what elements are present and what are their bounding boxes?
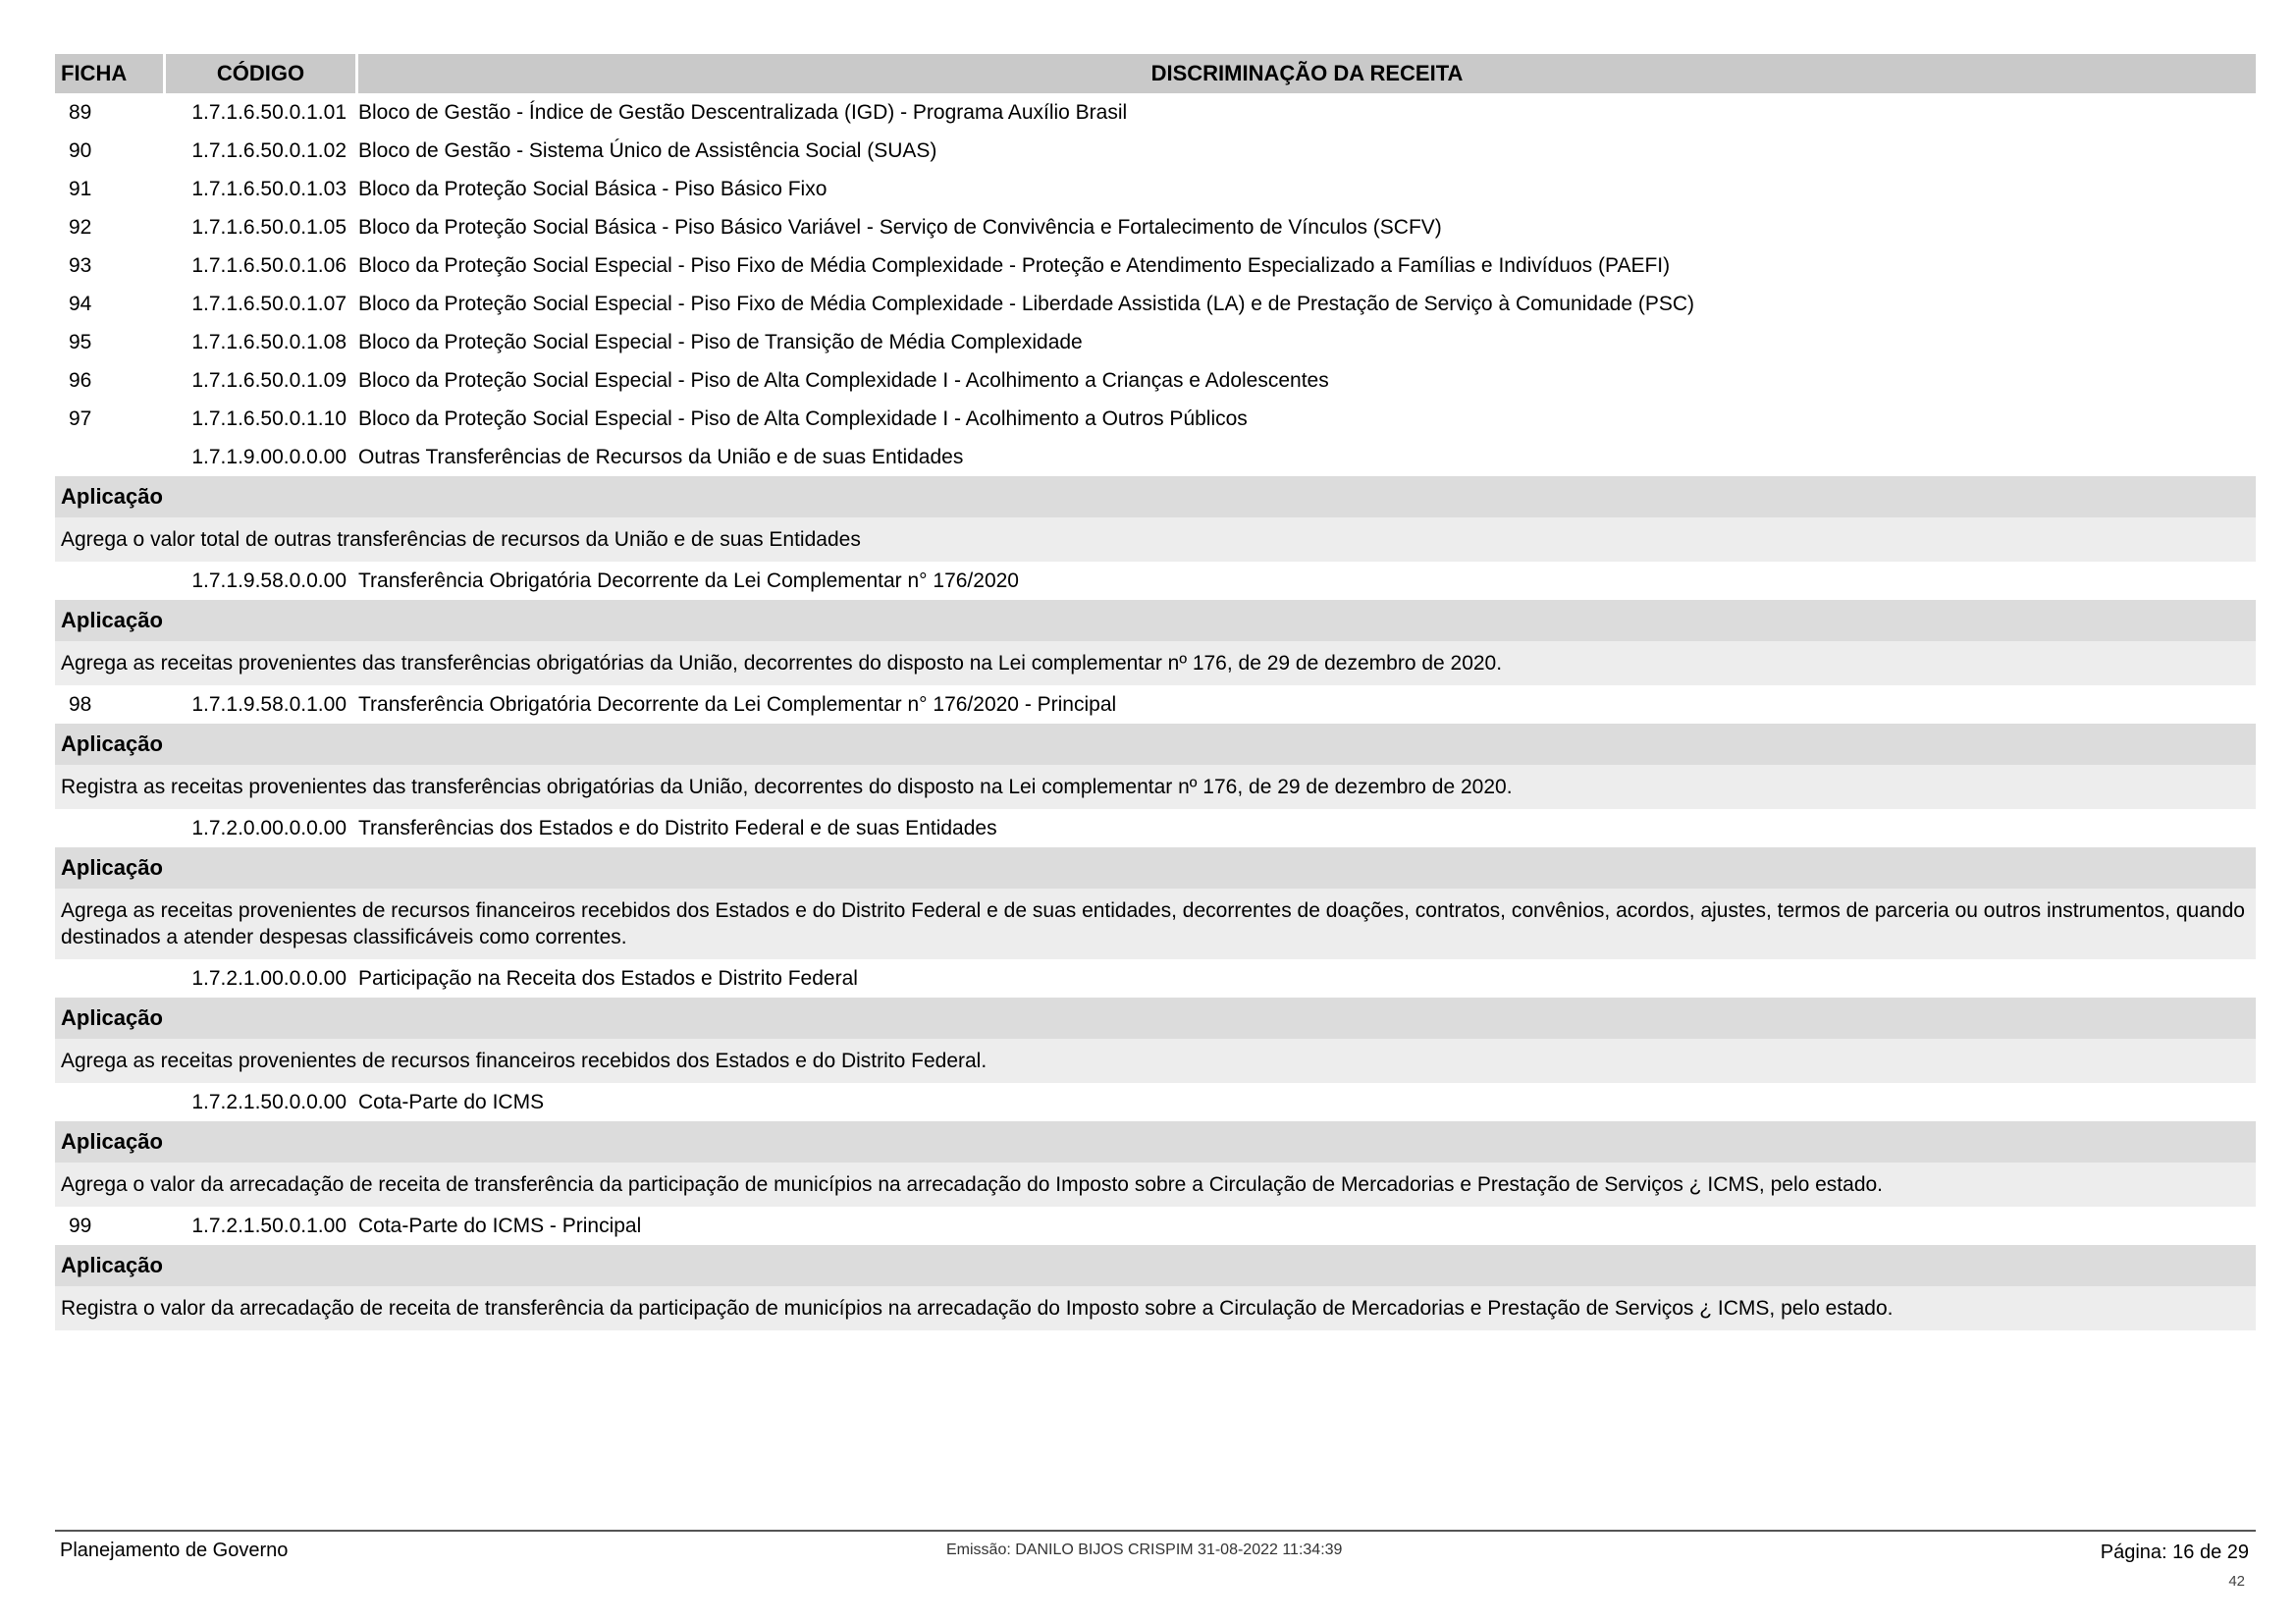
row-ficha: 98 [69, 692, 92, 716]
row-codigo: 1.7.1.6.50.0.1.03 [191, 177, 347, 200]
aplicacao-text: Agrega as receitas provenientes das transferências obrigatórias da União, decorrentes do disposto na Lei complementar nº 176, de 29 de dezembro de 2020. [55, 641, 2256, 685]
aplicacao-label: Aplicação [55, 998, 2256, 1039]
table-row [55, 400, 2256, 438]
aplicacao-label: Aplicação [55, 600, 2256, 641]
row-description: Transferência Obrigatória Decorrente da Lei Complementar n° 176/2020 - Principal [358, 692, 1117, 716]
table-row [55, 438, 2256, 476]
header-codigo: CÓDIGO [166, 54, 355, 93]
table-row [55, 1083, 2256, 1121]
row-description: Bloco da Proteção Social Especial - Piso de Alta Complexidade I - Acolhimento a Crianças e Adolescentes [358, 368, 1329, 392]
table-row [55, 170, 2256, 208]
table-row [55, 562, 2256, 600]
table-row [55, 132, 2256, 170]
aplicacao-text: Registra o valor da arrecadação de receita de transferência da participação de municípios na arrecadação do Imposto sobre a Circulação de Mercadorias e Prestação de Serviços ¿ ICMS, pelo estado. [55, 1286, 2256, 1330]
row-codigo: 1.7.1.9.58.0.0.00 [191, 568, 347, 592]
row-codigo: 1.7.1.6.50.0.1.10 [191, 406, 347, 430]
row-codigo: 1.7.1.6.50.0.1.01 [191, 100, 347, 124]
row-ficha: 95 [69, 330, 92, 353]
row-description: Cota-Parte do ICMS [358, 1090, 545, 1113]
row-description: Transferências dos Estados e do Distrito Federal e de suas Entidades [358, 816, 997, 839]
row-codigo: 1.7.2.1.00.0.0.00 [191, 966, 347, 990]
row-ficha: 92 [69, 215, 92, 239]
row-description: Participação na Receita dos Estados e Distrito Federal [358, 966, 858, 990]
footer-emission: Emissão: DANILO BIJOS CRISPIM 31-08-2022 11:34:39 [946, 1542, 1343, 1558]
row-description: Bloco da Proteção Social Especial - Piso de Transição de Média Complexidade [358, 330, 1083, 353]
table-row [55, 208, 2256, 246]
row-ficha: 96 [69, 368, 92, 392]
row-codigo: 1.7.1.6.50.0.1.06 [191, 253, 347, 277]
footer-page-number: 42 [2228, 1573, 2245, 1590]
row-codigo: 1.7.1.6.50.0.1.05 [191, 215, 347, 239]
table-row [55, 685, 2256, 724]
row-codigo: 1.7.1.6.50.0.1.07 [191, 292, 347, 315]
row-codigo: 1.7.2.0.00.0.0.00 [191, 816, 347, 839]
table-row [55, 323, 2256, 361]
row-codigo: 1.7.1.9.00.0.0.00 [191, 445, 347, 468]
row-codigo: 1.7.1.6.50.0.1.08 [191, 330, 347, 353]
table-row [55, 1207, 2256, 1245]
row-codigo: 1.7.2.1.50.0.1.00 [191, 1214, 347, 1237]
row-description: Bloco da Proteção Social Especial - Piso Fixo de Média Complexidade - Proteção e Atendimento Especializado a Famílias e Indivíduos (PAEFI) [358, 253, 1671, 277]
row-description: Outras Transferências de Recursos da União e de suas Entidades [358, 445, 964, 468]
header-discriminacao: DISCRIMINAÇÃO DA RECEITA [358, 54, 2256, 93]
table-row [55, 809, 2256, 847]
footer-divider [55, 1530, 2256, 1532]
table-row [55, 285, 2256, 323]
aplicacao-text: Agrega o valor da arrecadação de receita de transferência da participação de municípios na arrecadação do Imposto sobre a Circulação de Mercadorias e Prestação de Serviços ¿ ICMS, pelo estado. [55, 1163, 2256, 1207]
row-description: Bloco de Gestão - Índice de Gestão Descentralizada (IGD) - Programa Auxílio Brasil [358, 100, 1128, 124]
table-row [55, 246, 2256, 285]
aplicacao-label: Aplicação [55, 724, 2256, 765]
table-row [55, 959, 2256, 998]
table-row [55, 361, 2256, 400]
row-description: Bloco da Proteção Social Básica - Piso Básico Fixo [358, 177, 828, 200]
revenue-table [55, 54, 2256, 1330]
aplicacao-label: Aplicação [55, 1245, 2256, 1286]
row-codigo: 1.7.1.6.50.0.1.09 [191, 368, 347, 392]
row-ficha: 91 [69, 177, 92, 200]
row-ficha: 94 [69, 292, 92, 315]
row-codigo: 1.7.2.1.50.0.0.00 [191, 1090, 347, 1113]
row-ficha: 89 [69, 100, 92, 124]
aplicacao-label: Aplicação [55, 476, 2256, 517]
row-description: Bloco da Proteção Social Especial - Piso Fixo de Média Complexidade - Liberdade Assistida (LA) e de Prestação de Serviço à Comunidade (PSC) [358, 292, 1695, 315]
row-codigo: 1.7.1.6.50.0.1.02 [191, 138, 347, 162]
row-description: Transferência Obrigatória Decorrente da Lei Complementar n° 176/2020 [358, 568, 1019, 592]
aplicacao-label: Aplicação [55, 847, 2256, 889]
aplicacao-text: Agrega as receitas provenientes de recursos financeiros recebidos dos Estados e do Distrito Federal. [55, 1039, 2256, 1083]
row-ficha: 90 [69, 138, 92, 162]
aplicacao-text: Agrega as receitas provenientes de recursos financeiros recebidos dos Estados e do Distrito Federal e de suas entidades, decorrentes de doações, contratos, convênios, acordos, ajustes, termos de parceria ou outros instrumentos, quando destinados a atender despesas classificáveis como correntes. [55, 889, 2256, 959]
row-description: Bloco de Gestão - Sistema Único de Assistência Social (SUAS) [358, 138, 937, 162]
aplicacao-text: Registra as receitas provenientes das transferências obrigatórias da União, decorrentes do disposto na Lei complementar nº 176, de 29 de dezembro de 2020. [55, 765, 2256, 809]
row-codigo: 1.7.1.9.58.0.1.00 [191, 692, 347, 716]
aplicacao-label: Aplicação [55, 1121, 2256, 1163]
row-ficha: 99 [69, 1214, 92, 1237]
footer-pagination: Página: 16 de 29 [2100, 1542, 2249, 1563]
row-description: Cota-Parte do ICMS - Principal [358, 1214, 642, 1237]
aplicacao-text: Agrega o valor total de outras transferências de recursos da União e de suas Entidades [55, 517, 2256, 562]
table-row [55, 93, 2256, 132]
row-ficha: 93 [69, 253, 92, 277]
table-header [55, 54, 2256, 93]
footer-department: Planejamento de Governo [60, 1540, 289, 1561]
row-description: Bloco da Proteção Social Básica - Piso Básico Variável - Serviço de Convivência e Fortalecimento de Vínculos (SCFV) [358, 215, 1442, 239]
row-description: Bloco da Proteção Social Especial - Piso de Alta Complexidade I - Acolhimento a Outros Públicos [358, 406, 1248, 430]
header-ficha: FICHA [55, 54, 163, 93]
row-ficha: 97 [69, 406, 92, 430]
